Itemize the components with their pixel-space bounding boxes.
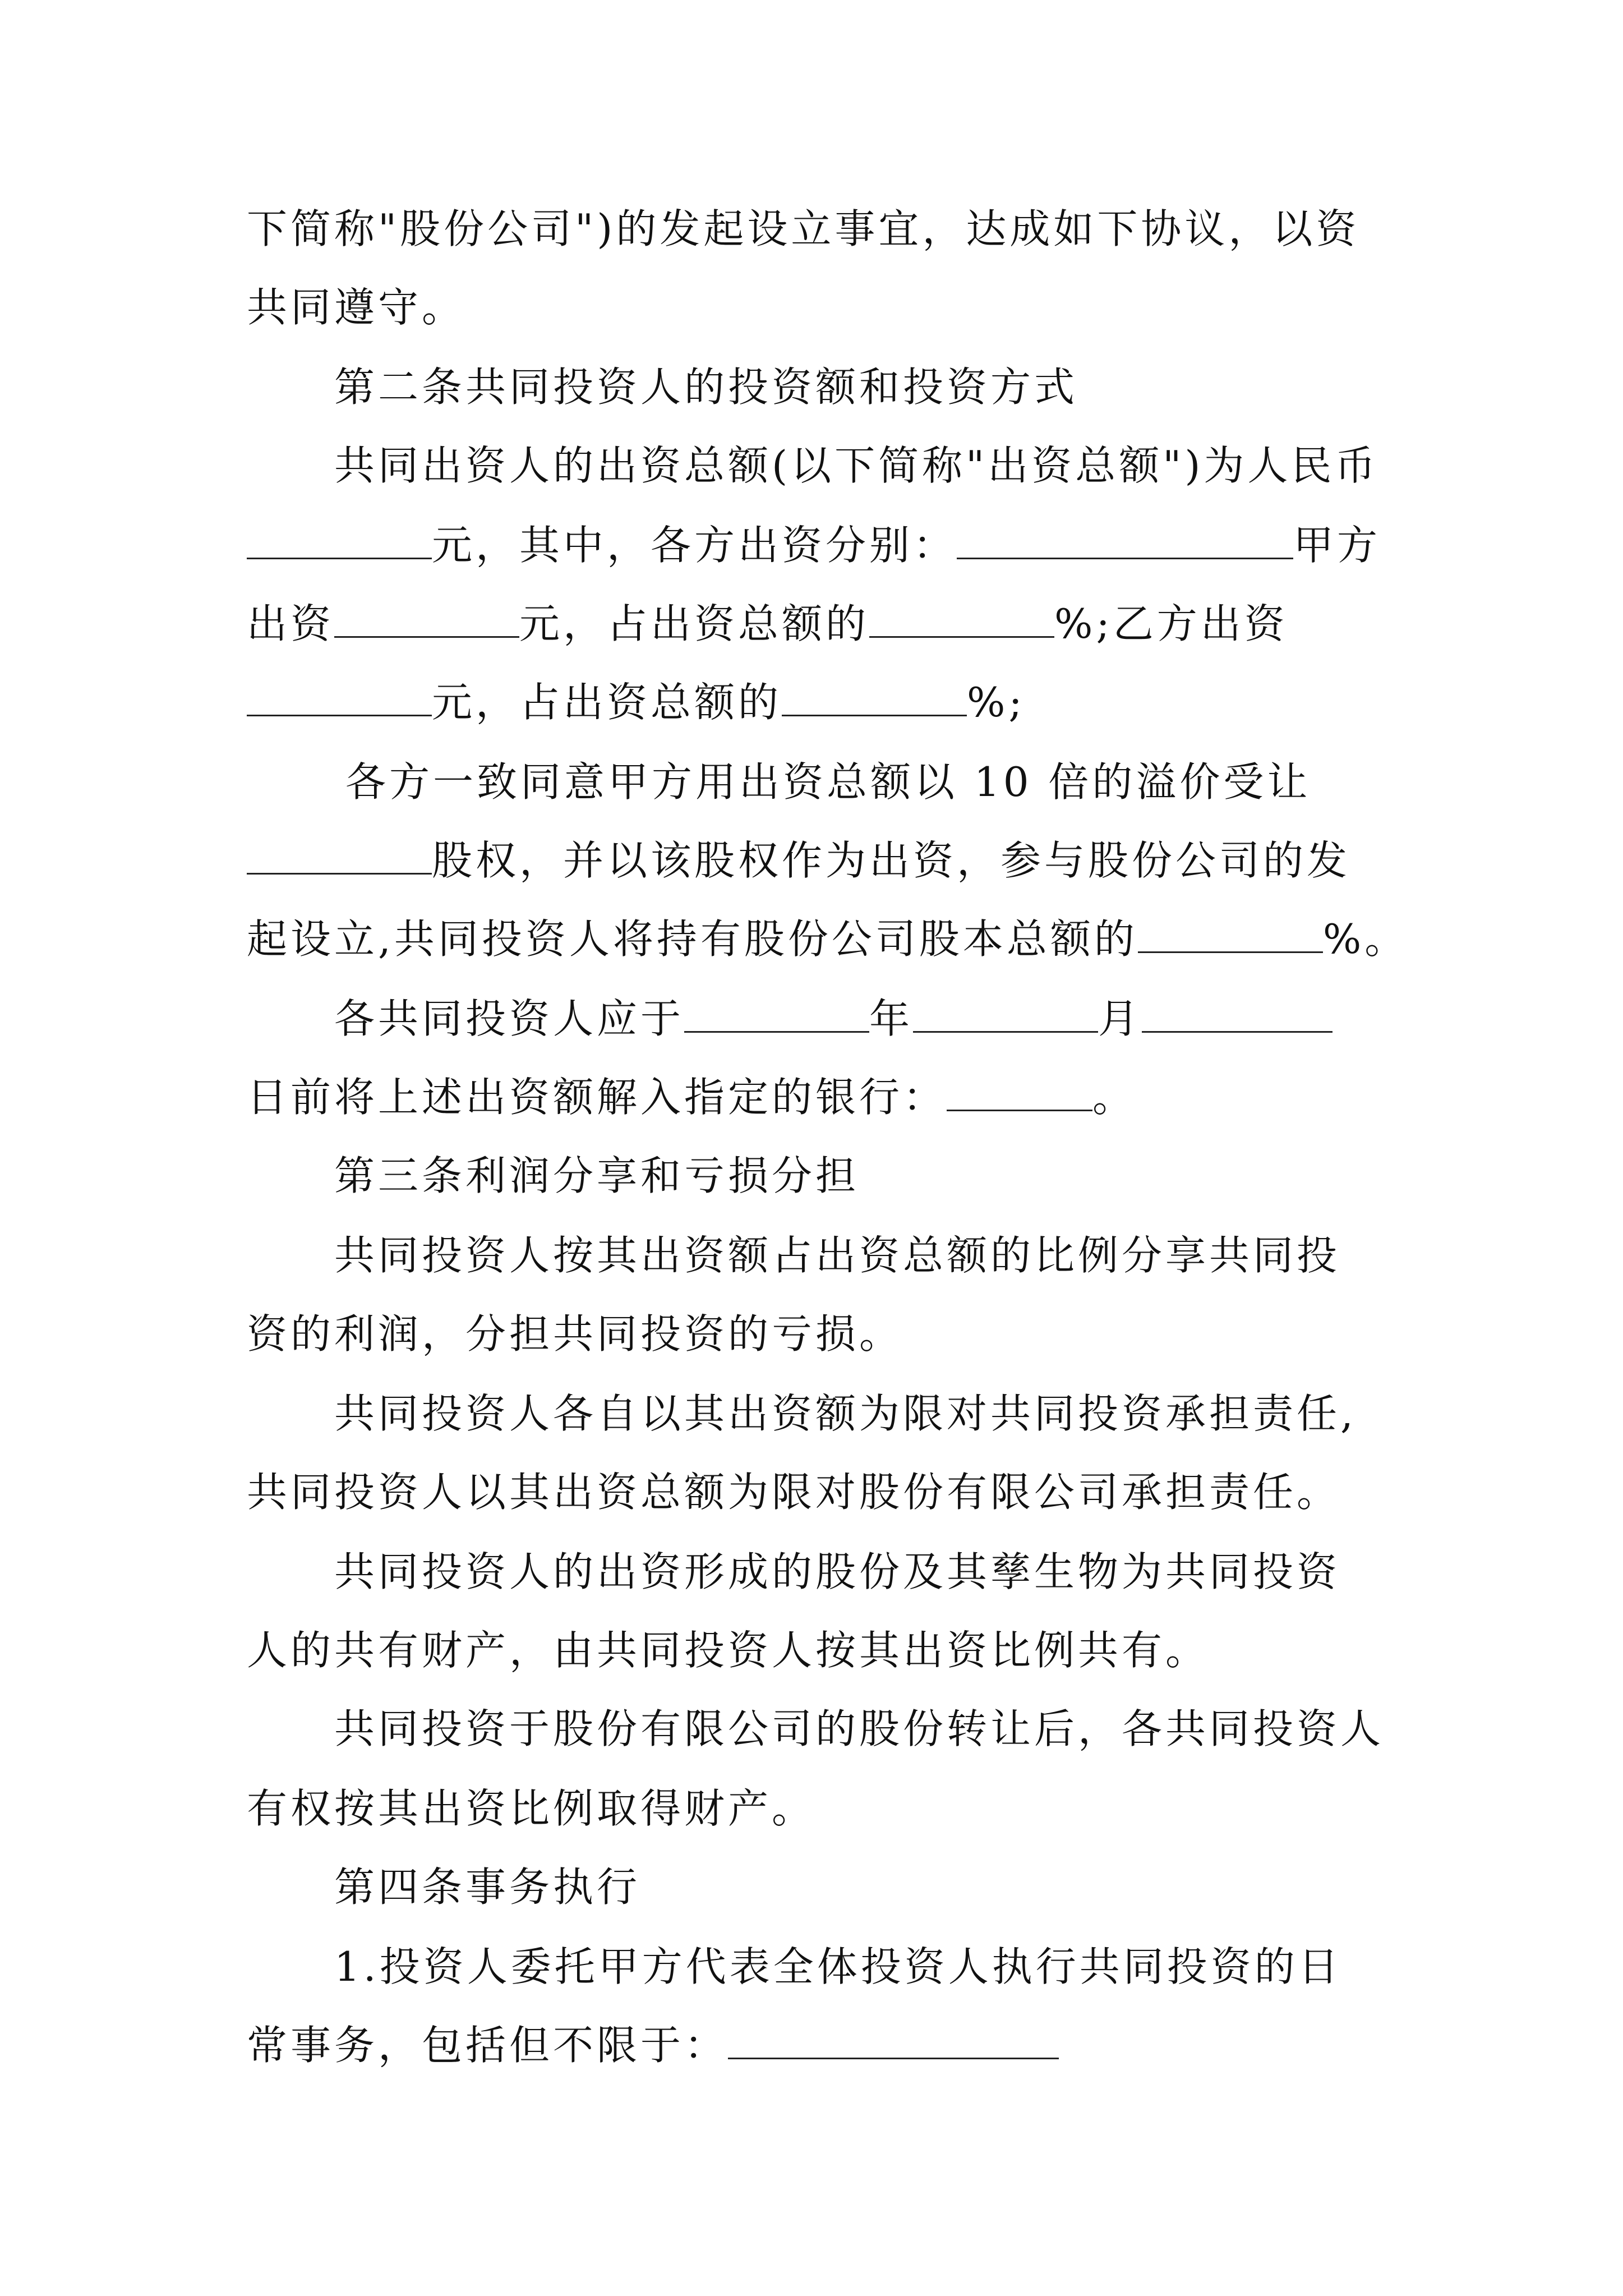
fill-in-blank[interactable] bbox=[247, 526, 432, 559]
paragraph-line: 人的共有财产，由共同投资人按其出资比例共有。 bbox=[247, 1627, 1210, 1674]
paragraph-line: 股权，并以该股权作为出资，参与股份公司的发 bbox=[247, 840, 1350, 881]
paragraph-line: 日前将上述出资额解入指定的银行： 。 bbox=[247, 1074, 1137, 1121]
paragraph-line: 各方一致同意甲方用出资总额以 10 倍的溢价受让 bbox=[345, 758, 1311, 806]
paragraph-line: 资的利润，分担共同投资的亏损。 bbox=[247, 1310, 903, 1358]
paragraph-line: 有权按其出资比例取得财产。 bbox=[247, 1785, 816, 1832]
paragraph-line: 元，占出资总额的 %; bbox=[247, 682, 1026, 723]
paragraph-line: 共同投资人各自以其出资额为限对共同投资承担责任, bbox=[334, 1390, 1357, 1437]
paragraph-line: 各共同投资人应于 年 月 bbox=[334, 999, 1332, 1039]
fill-in-blank[interactable] bbox=[684, 1000, 869, 1033]
paragraph-line: 共同投资人按其出资额占出资总额的比例分享共同投 bbox=[334, 1232, 1341, 1279]
section-heading: 第二条共同投资人的投资额和投资方式 bbox=[334, 364, 1078, 411]
section-heading: 第三条利润分享和亏损分担 bbox=[334, 1152, 860, 1199]
fill-in-blank[interactable] bbox=[1142, 1000, 1332, 1033]
fill-in-blank[interactable] bbox=[913, 1000, 1098, 1033]
fill-in-blank[interactable] bbox=[869, 605, 1054, 638]
paragraph-line: 共同投资人的出资形成的股份及其孳生物为共同投资 bbox=[334, 1548, 1341, 1595]
fill-in-blank[interactable] bbox=[957, 526, 1293, 559]
paragraph-line: 元，其中，各方出资分别： 甲方 bbox=[247, 525, 1381, 565]
fill-in-blank[interactable] bbox=[247, 683, 432, 716]
paragraph-line: 共同投资于股份有限公司的股份转让后，各共同投资人 bbox=[334, 1705, 1385, 1752]
paragraph-line: 常事务，包括但不限于： bbox=[247, 2025, 1059, 2065]
paragraph-line: 1.投资人委托甲方代表全体投资人执行共同投资的日 bbox=[334, 1943, 1342, 1990]
section-heading: 第四条事务执行 bbox=[334, 1864, 641, 1911]
fill-in-blank[interactable] bbox=[334, 605, 519, 638]
paragraph-line: 出资 元，占出资总额的 %;乙方出资 bbox=[247, 600, 1288, 647]
paragraph-line: 共同投资人以其出资总额为限对股份有限公司承担责任。 bbox=[247, 1469, 1341, 1516]
fill-in-blank[interactable] bbox=[247, 841, 432, 875]
paragraph-line: 起设立,共同投资人将持有股份公司股本总额的 %。 bbox=[247, 915, 1409, 963]
fill-in-blank[interactable] bbox=[728, 2026, 1059, 2059]
fill-in-blank[interactable] bbox=[1138, 920, 1323, 953]
paragraph-line: 共同出资人的出资总额(以下简称"出资总额")为人民币 bbox=[334, 442, 1379, 489]
paragraph-line: 下简称"股份公司")的发起设立事宜，达成如下协议，以资 bbox=[247, 205, 1360, 252]
paragraph-line: 共同遵守。 bbox=[247, 284, 466, 331]
fill-in-blank[interactable] bbox=[782, 683, 967, 716]
fill-in-blank[interactable] bbox=[947, 1078, 1092, 1111]
